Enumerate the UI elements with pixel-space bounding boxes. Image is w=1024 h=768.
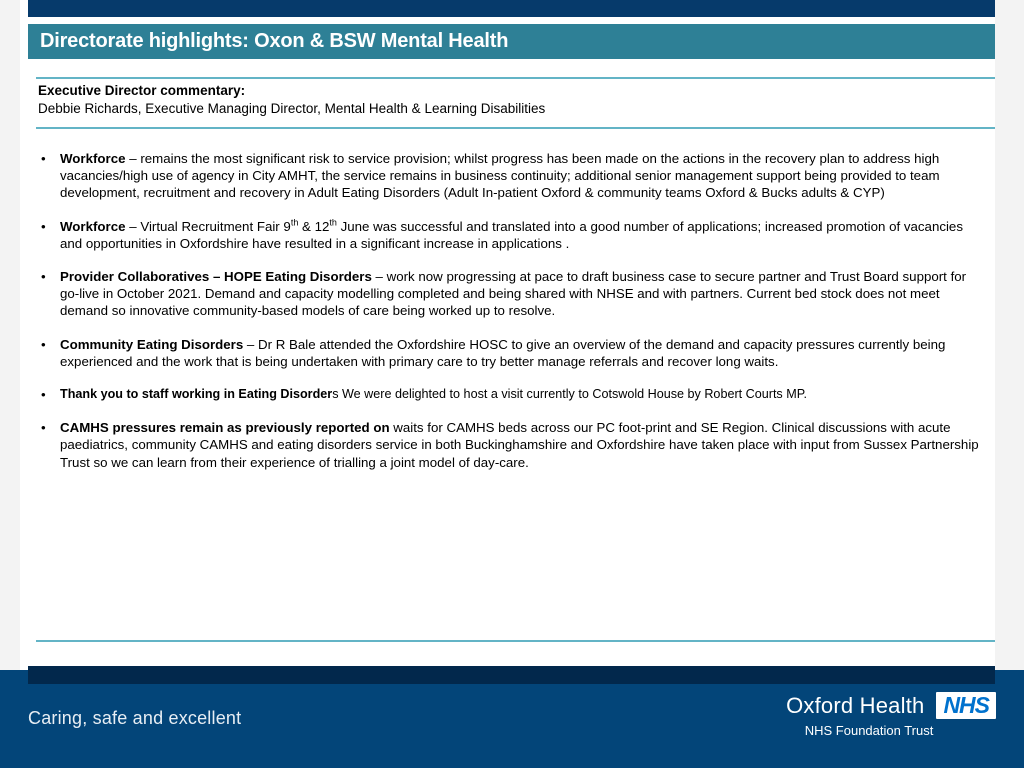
bullet-marker: • bbox=[41, 420, 46, 436]
bullet-marker: • bbox=[41, 151, 46, 166]
top-accent-bar bbox=[28, 0, 995, 17]
nhs-logo-icon: NHS bbox=[936, 692, 996, 719]
list-item-body: waits for CAMHS beds across our PC foot-print and SE Region. Clinical discussions with acute paediatrics, community CAMHS and eating disorders service in both Buckinghamshire and Oxfordshire have taken place with input from Sussex Partnership Trust so we can learn from their experience of trialling a joint model of day-care. bbox=[60, 420, 979, 470]
list-item-lead: Community Eating Disorders bbox=[60, 336, 244, 352]
footer-tagline: Caring, safe and excellent bbox=[28, 708, 242, 728]
commentary-heading: Executive Director commentary: bbox=[38, 83, 246, 98]
list-item bbox=[38, 419, 983, 471]
footer-accent-strip bbox=[28, 666, 995, 684]
list-item-lead: Workforce bbox=[60, 151, 126, 166]
list-item-body-pre: – Virtual Recruitment Fair 9 bbox=[125, 218, 291, 234]
slide-title-band bbox=[28, 24, 995, 59]
slide-footer bbox=[0, 670, 1024, 768]
list-item bbox=[38, 150, 983, 202]
commentary-block bbox=[38, 82, 988, 118]
list-item-lead: Workforce bbox=[60, 218, 126, 234]
list-item bbox=[38, 268, 983, 320]
commentary-author: Debbie Richards, Executive Managing Director, Mental Health & Learning Disabilities bbox=[38, 101, 546, 116]
oxford-health-nhs-logo bbox=[786, 692, 996, 738]
ordinal-suffix: th bbox=[329, 217, 337, 228]
bullet-marker: • bbox=[41, 218, 46, 234]
list-item-body: – Dr R Bale attended the Oxfordshire HOSC to give an overview of the demand and capacity pressures currently being experienced and the work that is being undertaken with primary care to try better manage referrals and recover long waits. bbox=[60, 336, 946, 369]
bullet-marker: • bbox=[41, 269, 46, 285]
list-item-body: s We were delighted to host a visit currently to Cotswold House by Robert Courts MP. bbox=[332, 387, 807, 402]
bullet-marker: • bbox=[41, 387, 46, 403]
ordinal-suffix: th bbox=[290, 217, 299, 228]
brand-name: Oxford Health bbox=[786, 692, 925, 718]
list-item bbox=[38, 218, 983, 252]
list-item-body-mid: & 12 bbox=[298, 218, 330, 234]
divider-below-commentary bbox=[36, 127, 995, 129]
logo-primary-row bbox=[786, 692, 996, 719]
list-item bbox=[38, 336, 983, 370]
bullet-marker: • bbox=[41, 336, 46, 352]
highlights-bullet-list bbox=[38, 150, 983, 487]
page-title: Directorate highlights: Oxon & BSW Mental Health bbox=[40, 30, 509, 52]
list-item-body: – remains the most significant risk to service provision; whilst progress has been made on the actions in the recovery plan to address high vacancies/high use of agency in City AMHT, the service remains in business continuity; additional senior management support being provided to team development, recruitment and recovery in Adult Eating Disorders (Adult In-patient Oxford & community teams Oxford & Bucks adults & CYP) bbox=[60, 151, 940, 201]
list-item-body: – work now progressing at pace to draft business case to secure partner and Trust Board support for go-live in October 2021. Demand and capacity modelling completed and being shared with NHSE and with partners. Current bed stock does not meet demand so innovative community-based models of care being worked up to resolve. bbox=[60, 269, 967, 319]
trust-name: NHS Foundation Trust bbox=[804, 723, 934, 738]
list-item-lead: CAMHS pressures remain as previously reported on bbox=[60, 420, 390, 436]
divider-above-footer bbox=[36, 640, 995, 642]
list-item bbox=[38, 386, 983, 403]
list-item-lead: Provider Collaboratives – HOPE Eating Disorders bbox=[60, 269, 372, 285]
list-item-lead: Thank you to staff working in Eating Disorder bbox=[60, 387, 333, 402]
list-item-body-post: June was successful and translated into a good number of applications; increased promotion of vacancies and opportunities in Oxfordshire have resulted in a significant increase in applications . bbox=[60, 218, 963, 251]
divider-above-commentary bbox=[36, 77, 995, 79]
